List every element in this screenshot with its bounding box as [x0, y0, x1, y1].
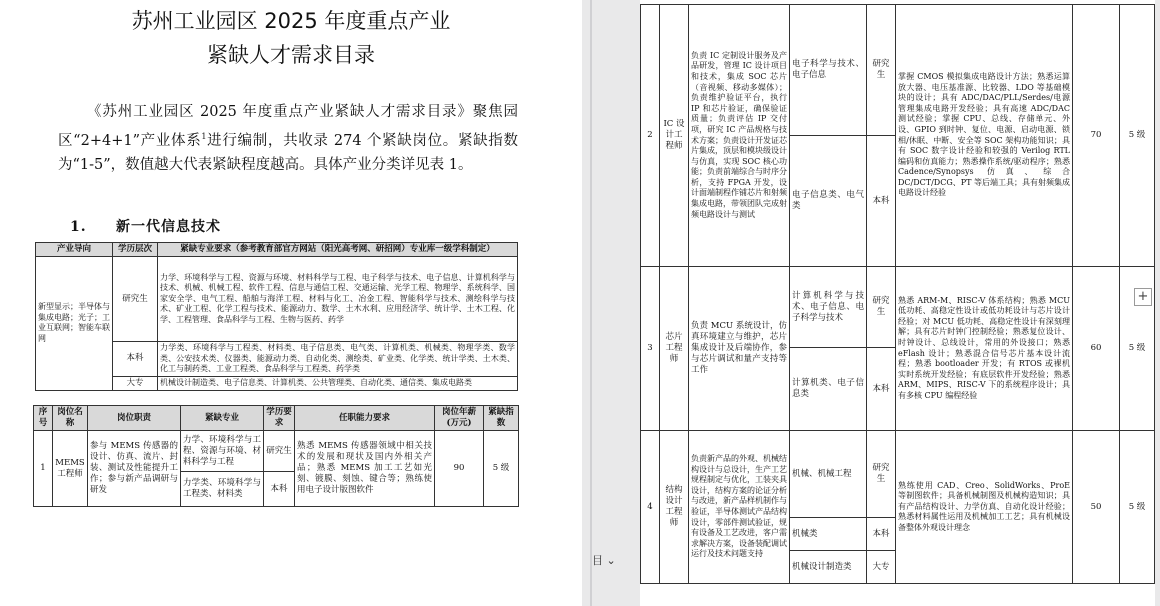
- table-row: [641, 267, 1155, 348]
- add-icon[interactable]: +: [1134, 288, 1152, 306]
- header-index: 紧缺指数: [484, 406, 519, 431]
- header-industry: 产业导向: [36, 243, 113, 257]
- position-name: MEMS工程师: [53, 431, 88, 507]
- major-cell: 力学、环境科学与工程、资源与环境、材料科学与工程: [181, 431, 264, 472]
- table-row: [36, 257, 518, 342]
- page-title-line2: 紧缺人才需求目录: [207, 43, 375, 67]
- salary-cell: 60: [1073, 267, 1120, 431]
- intro-text-2: 进行编制，共收录 274 个紧缺岗位。紧缺指数为“1-5”，数值越大代表紧缺程度越高。具体产业分类详见表 1。: [58, 132, 518, 173]
- page-title-line1: 苏州工业园区 2025 年度重点产业: [131, 9, 451, 33]
- section-number: 1.: [70, 219, 87, 235]
- position-duty: 参与 MEMS 传感器的设计、仿真、流片、封装、测试及性能提升工作；参与新产品调研与研发: [88, 431, 181, 507]
- major-requirements-table: [35, 242, 518, 391]
- row-no: 3: [641, 267, 660, 431]
- level-cell: 研究生: [113, 257, 158, 342]
- document-outline-icon[interactable]: 目 ⌄: [592, 554, 616, 567]
- header-major: 紧缺专业: [181, 406, 264, 431]
- row-no: 1: [34, 431, 53, 507]
- major-cell: 电子信息类、电气类: [790, 136, 867, 267]
- row-no: 4: [641, 431, 660, 584]
- intro-paragraph: [58, 100, 518, 177]
- index-cell: 5 级: [1120, 267, 1155, 431]
- header-duty: 岗位职责: [88, 406, 181, 431]
- index-cell: 5 级: [1120, 431, 1155, 584]
- level-cell: 本科: [264, 472, 295, 507]
- major-cell: 机械设计制造类: [790, 551, 867, 584]
- table-header-row: [34, 406, 519, 431]
- salary-cell: 90: [435, 431, 484, 507]
- job-positions-table-continued: [640, 4, 1155, 584]
- industry-cell: 新型显示；半导体与集成电路；光子；工业互联网；智能车联网: [36, 257, 113, 391]
- ability-cell: 熟悉 MEMS 传感器领域中相关技术的发展和现状及国内外相关产品；熟悉 MEMS 加工工艺如光刻、镀膜、刻蚀、键合等；熟练使用电子设计版图软件: [295, 431, 435, 507]
- requirement-cell: 力学、环境科学与工程、资源与环境、材料科学与工程、电子科学与技术、电子信息、计算机科学与技术、机械、机械工程、软件工程、信息与通信工程、交通运输、光学工程、物理学、系统科学、国家安全学、电气工程、船舶与海洋工程、材料与化工、冶金工程、智能科学与技术、测绘科学与技术、矿业工程、化学工程与技术、能源动力、数学、土木水利、应用经济学、统计学、土木工程、化学、工程管理、食品科学与工程、生物与医药、药学: [158, 257, 518, 342]
- level-cell: 研究生: [264, 431, 295, 472]
- major-cell: 计算机类、电子信息类: [790, 348, 867, 431]
- position-duty: 负责 MCU 系统设计，仿真环境建立与维护，芯片集成设计及后端协作，参与芯片调试和量产支持等工作: [689, 267, 790, 431]
- level-cell: 研究生: [867, 267, 896, 348]
- header-level: 学历层次: [113, 243, 158, 257]
- major-cell: 机械类: [790, 518, 867, 551]
- table-row: [641, 5, 1155, 136]
- header-requirement: 紧缺专业要求（参考教育部官方网站（阳光高考网、研招网）专业库一级学科制定）: [158, 243, 518, 257]
- footnote-marker[interactable]: 1: [201, 131, 207, 141]
- index-cell: 5 级: [484, 431, 519, 507]
- position-duty: 负责 IC 定制设计服务及产品研发，管理 IC 设计项目和技术，集成 SOC 芯片（音视频、移动多媒体）；负责维护验证平台，执行 IP 和芯片验证，确保验证质量；负责评估 IP 交付项，研究 IC 产品规格与技术方案；负责设计开发证芯片集成，顶层和模块级设计与仿真，实现 SOC 核心功能；负责前端综合与时序分析，支持 FPGA 开发，设计面端制程作铺芯片和射频集成电路，带领团队完成射频电路设计与测试: [689, 5, 790, 267]
- salary-cell: 50: [1073, 431, 1120, 584]
- position-duty: 负责新产品的外观、机械结构设计与总设计，生产工艺规程制定与优化，工装夹具设计，结构方案的论证分析与改进，新产品样机制作与验证，半导体测试产品结构设计，零部件测试验证，规有设备及工艺改进，客户需求解决方案，设备装配调试运行及技术问题支持: [689, 431, 790, 584]
- salary-cell: 70: [1073, 5, 1120, 267]
- section-heading: [70, 216, 221, 236]
- major-cell: 力学类、环境科学与工程类、材料类: [181, 472, 264, 507]
- job-positions-table: [33, 405, 519, 507]
- position-name: IC 设计工程师: [660, 5, 689, 267]
- index-cell: 5 级: [1120, 5, 1155, 267]
- ability-cell: 熟悉 ARM-M、RISC-V 体系结构；熟悉 MCU 低功耗、高稳定性设计或低功耗设计与芯片设计经验；对 MCU 低功耗、高稳定性设计有深刻理解；具有芯片时钟门控制经验；熟悉复位设计、时钟设计、总线设计，常用的外设接口；熟悉 eFlash 设计；熟悉混合信号芯片基本设计流程；熟悉 bootloader 开发；有 RTOS 或裸机实时系统开发经验；有底层软件开发经验；熟悉 ARM、MIPS、RISC-V 下的系统程序设计；具有多核 CPU 编程经验: [896, 267, 1073, 431]
- requirement-cell: 机械设计制造类、电子信息类、计算机类、公共管理类、自动化类、通信类、集成电路类: [158, 376, 518, 390]
- header-name: 岗位名称: [53, 406, 88, 431]
- position-name: 结构设计工程师: [660, 431, 689, 584]
- level-cell: 本科: [867, 348, 896, 431]
- header-level: 学历要求: [264, 406, 295, 431]
- header-salary: 岗位年薪(万元): [435, 406, 484, 431]
- position-name: 芯片工程师: [660, 267, 689, 431]
- level-cell: 大专: [113, 376, 158, 390]
- header-ability: 任职能力要求: [295, 406, 435, 431]
- table-header-row: [36, 243, 518, 257]
- page-divider: [590, 0, 592, 606]
- requirement-cell: 力学类、环境科学与工程类、材料类、电子信息类、电气类、计算机类、机械类、物理学类、数学类、公安技术类、仪器类、能源动力类、自动化类、测绘类、矿业类、化学类、统计学类、土木类、化工与制药类、工业工程类、食品科学与工程类、药学类: [158, 342, 518, 377]
- major-cell: 计算机科学与技术、电子信息、电子科学与技术: [790, 267, 867, 348]
- major-cell: 电子科学与技术、电子信息: [790, 5, 867, 136]
- section-title: 新一代信息技术: [116, 219, 221, 235]
- level-cell: 研究生: [867, 431, 896, 518]
- ability-cell: 掌握 CMOS 模拟集成电路设计方法；熟悉运算放大器、电压基准源、比较器、LDO 等基础模块的设计；具有 ADC/DAC/PLL/Serdes/电源管理集成电路开发经验；具有高速 ADC/DAC 测试经验；掌握 CPU、总线、存储单元、外设、GPIO 到时钟、复位、电源、启动电源、锁相/休眠、中断、安全等 SOC 架构功能知识；具有 SOC 数字设计经验和较强的 Verilog RTL 编码和仿真能力；熟悉操作系统/驱动程序；熟悉 Cadence/Synopsys 仿真、综合 DC/DCT/DCG、PT 等后端工具；具有射频集成电路设计经验: [896, 5, 1073, 267]
- row-no: 2: [641, 5, 660, 267]
- level-cell: 大专: [867, 551, 896, 584]
- major-cell: 机械、机械工程: [790, 431, 867, 518]
- ability-cell: 熟练使用 CAD、Creo、SolidWorks、ProE 等制图软件；具备机械制图及机械构造知识；具有产品结构设计、力学仿真、自动化设计经验；熟悉材料属性运用及机械加工工艺；具有机械设备整体外观设计理念: [896, 431, 1073, 584]
- header-no: 序号: [34, 406, 53, 431]
- level-cell: 研究生: [867, 5, 896, 136]
- level-cell: 本科: [867, 136, 896, 267]
- table-row: [641, 431, 1155, 518]
- level-cell: 本科: [867, 518, 896, 551]
- table-row: [34, 431, 519, 472]
- intro-text-1: 《苏州工业园区 2025 年度重点产业紧缺人才需求目录》聚焦园区“2+4+1”产业体系: [58, 104, 518, 149]
- level-cell: 本科: [113, 342, 158, 377]
